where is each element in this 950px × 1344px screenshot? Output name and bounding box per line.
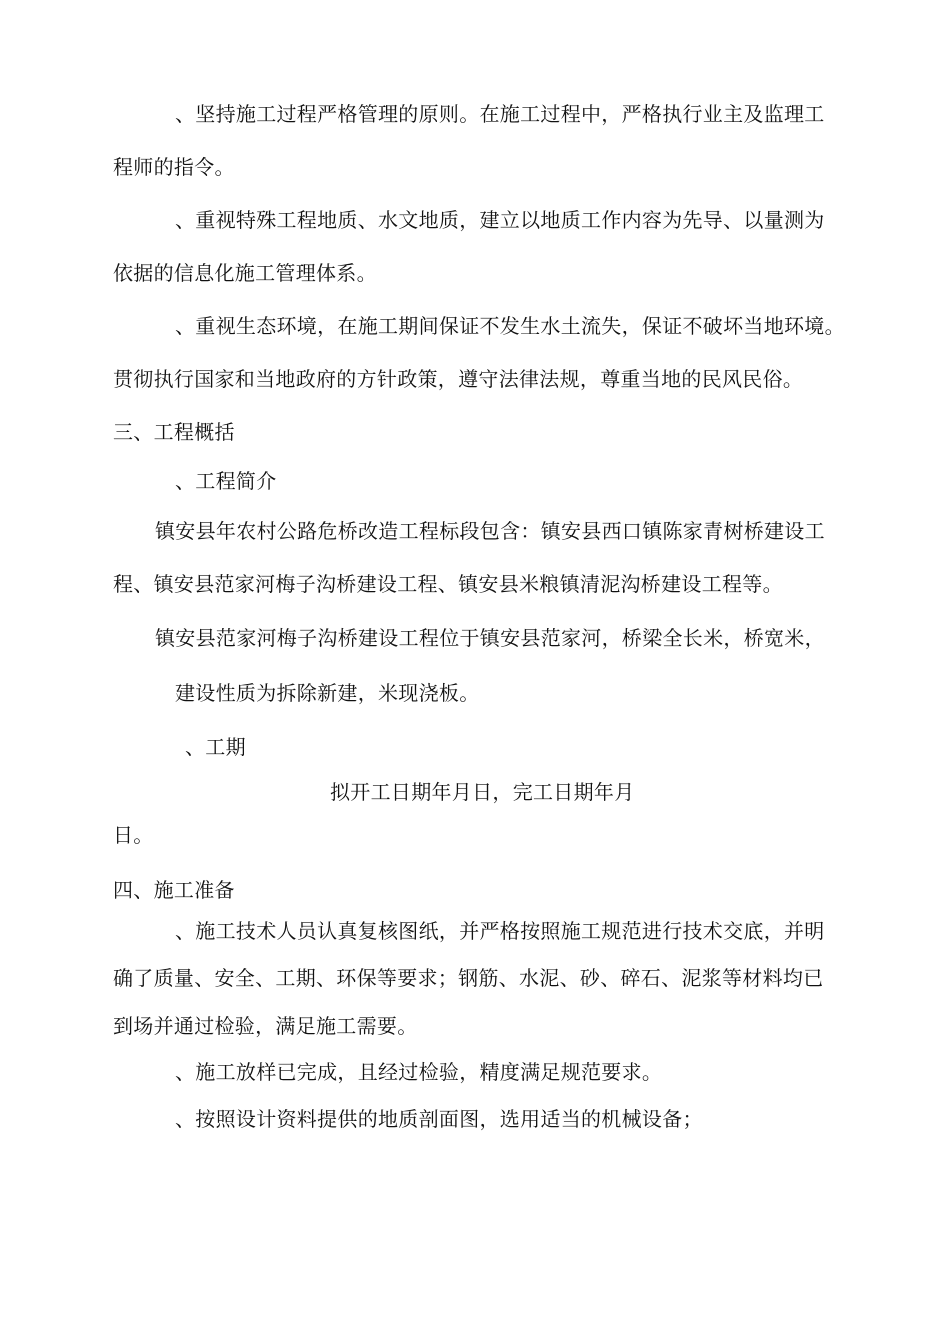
paragraph-line: 、按照设计资料提供的地质剖面图，选用适当的机械设备； bbox=[175, 1107, 703, 1131]
paragraph-line: 依据的信息化施工管理体系。 bbox=[113, 261, 377, 285]
paragraph-line: 确了质量、安全、工期、环保等要求；钢筋、水泥、砂、碎石、泥浆等材料均已 bbox=[113, 966, 824, 990]
paragraph-line: 镇安县范家河梅子沟桥建设工程位于镇安县范家河，桥梁全长米，桥宽米， bbox=[155, 626, 825, 650]
paragraph-line: 、施工技术人员认真复核图纸，并严格按照施工规范进行技术交底，并明 bbox=[175, 919, 825, 943]
paragraph-line: 拟开工日期年月日，完工日期年月 bbox=[330, 780, 635, 804]
paragraph-line: 、重视生态环境，在施工期间保证不发生水土流失，保证不破坏当地环境。 bbox=[175, 314, 845, 338]
paragraph-line: 、坚持施工过程严格管理的原则。在施工过程中，严格执行业主及监理工 bbox=[175, 102, 825, 126]
paragraph-line: 贯彻执行国家和当地政府的方针政策，遵守法律法规，尊重当地的民风民俗。 bbox=[113, 367, 804, 391]
subsection-heading: 、工程简介 bbox=[175, 469, 277, 493]
paragraph-line: 、施工放样已完成，且经过检验，精度满足规范要求。 bbox=[175, 1060, 663, 1084]
paragraph-line: 程师的指令。 bbox=[113, 155, 235, 179]
paragraph-line: 到场并通过检验，满足施工需要。 bbox=[113, 1014, 418, 1038]
section-heading: 三、工程概括 bbox=[113, 420, 235, 444]
paragraph-line: 日。 bbox=[113, 823, 154, 847]
section-heading: 四、施工准备 bbox=[113, 878, 235, 902]
subsection-heading: 、工期 bbox=[185, 735, 246, 759]
paragraph-line: 程、镇安县范家河梅子沟桥建设工程、镇安县米粮镇清泥沟桥建设工程等。 bbox=[113, 572, 783, 596]
paragraph-line: 镇安县年农村公路危桥改造工程标段包含：镇安县西口镇陈家青树桥建设工 bbox=[155, 519, 825, 543]
paragraph-line: 、重视特殊工程地质、水文地质，建立以地质工作内容为先导、以量测为 bbox=[175, 208, 825, 232]
paragraph-line: 建设性质为拆除新建，米现浇板。 bbox=[175, 681, 480, 705]
